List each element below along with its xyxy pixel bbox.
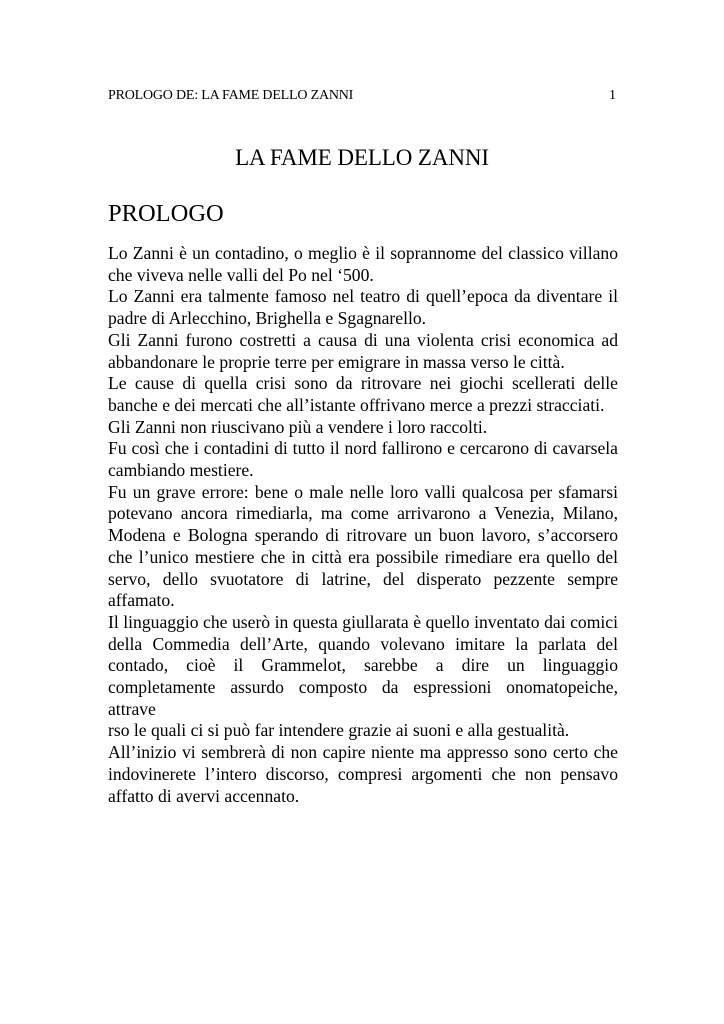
paragraph: Gli Zanni non riuscivano più a vendere i loro raccolti. — [108, 416, 488, 437]
paragraph: Gli Zanni furono costretti a causa di una violenta crisi economica ad abbandonare le proprie terre per emigrare in massa verso le città. — [108, 329, 618, 372]
paragraph: rso le quali ci si può far intendere grazie ai suoni e alla gestualità. — [108, 720, 570, 741]
paragraph: Fu così che i contadini di tutto il nord fallirono e cercarono di cavarsela cambiando mestiere. — [108, 438, 618, 481]
document-title: LA FAME DELLO ZANNI — [235, 145, 489, 170]
paragraph: Lo Zanni è un contadino, o meglio è il soprannome del classico villano che viveva nelle valli del Po nel ‘500. — [108, 243, 618, 285]
paragraph: Le cause di quella crisi sono da ritrovare nei giochi scellerati delle banche e dei mercati che all’istante offrivano merce a prezzi stracciati. — [108, 373, 618, 415]
body-text — [108, 243, 618, 807]
paragraph: Fu un grave errore: bene o male nelle loro valli qualcosa per sfamarsi potevano ancora rimediarla, ma come arrivarono a Venezia, Milano, Modena e Bologna sperando di ritrovare un buon lavoro, s’accorsero che l’unico mestiere che in città era possibile rimediare era quello del servo, dello svuotatore di latrine, del disperato pezzente sempre affamato. — [108, 481, 618, 611]
paragraph: Il linguaggio che userò in questa giullarata è quello inventato dai comici della Commedia dell’Arte, quando volevano imitare la parlata del contado, cioè il Grammelot, sarebbe a dire un linguaggio completamente assurdo composto da espressioni onomatopeiche, attrave — [108, 611, 618, 719]
page-number: 1 — [609, 88, 616, 103]
section-heading: PROLOGO — [108, 200, 224, 227]
page-header — [108, 87, 616, 105]
paragraph: Lo Zanni era talmente famoso nel teatro di quell’epoca da diventare il padre di Arlecchino, Brighella e Sgagnarello. — [108, 286, 618, 329]
paragraph: All’inizio vi sembrerà di non capire niente ma appresso sono certo che indovinerete l’intero discorso, compresi argomenti che non pensavo affatto di avervi accennato. — [108, 742, 618, 806]
running-header-title: PROLOGO DE: LA FAME DELLO ZANNI — [108, 88, 354, 103]
